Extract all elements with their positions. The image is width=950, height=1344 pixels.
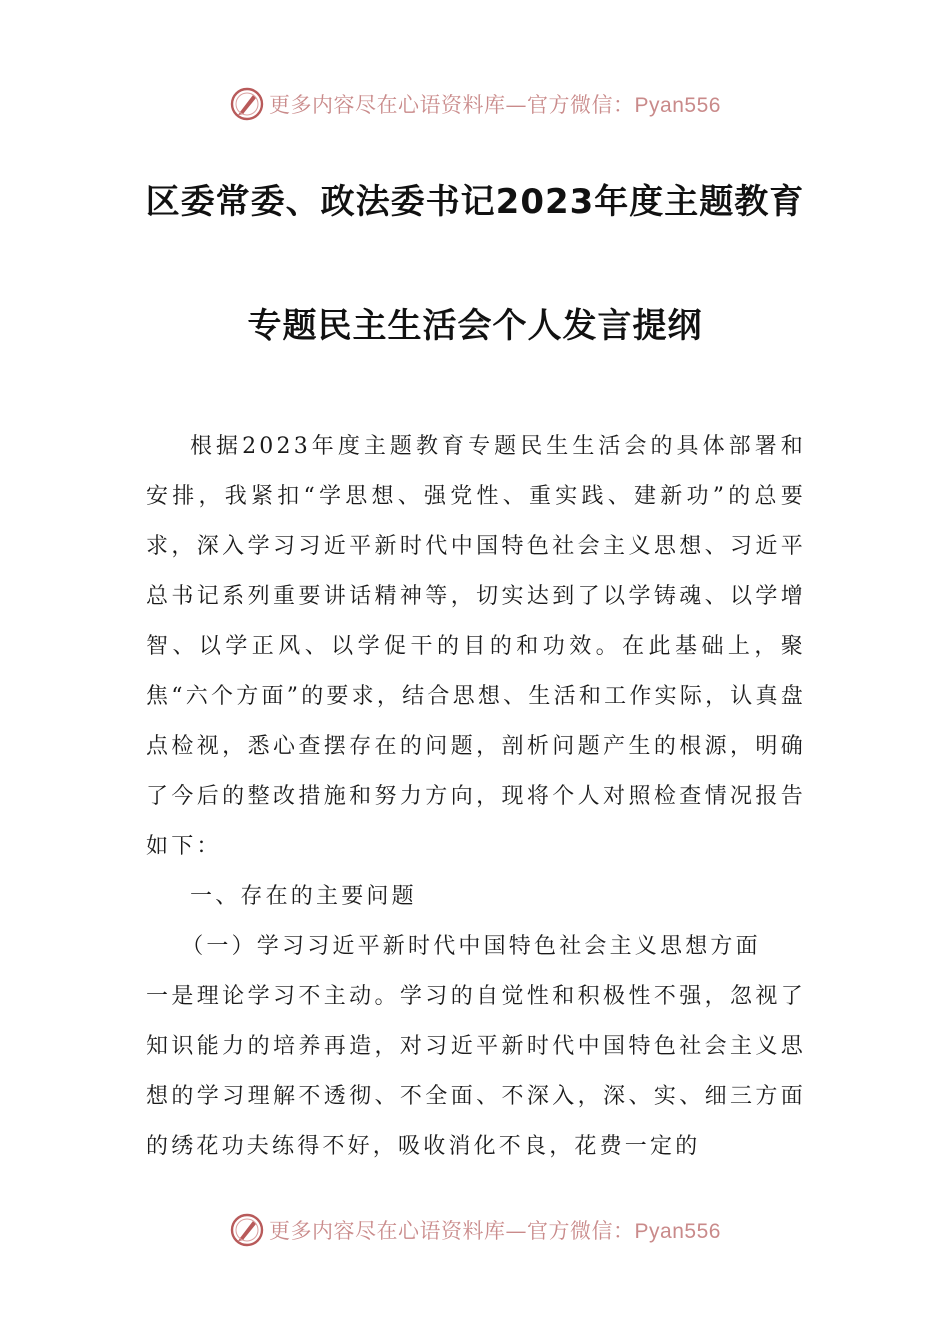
watermark-label: 更多内容尽在心语资料库—官方微信： bbox=[269, 1219, 635, 1243]
footer-watermark-banner bbox=[0, 1210, 950, 1250]
header-watermark-banner bbox=[0, 84, 950, 124]
watermark-text bbox=[269, 1215, 721, 1245]
watermark-wechat-id: Pyan556 bbox=[634, 94, 721, 117]
pen-seal-icon bbox=[229, 86, 265, 122]
document-title-line2: 专题民主生活会个人发言提纲 bbox=[247, 306, 703, 346]
subsection-heading: （一）学习习近平新时代中国特色社会主义思想方面 bbox=[181, 934, 761, 959]
section-heading: 一、存在的主要问题 bbox=[190, 884, 417, 909]
intro-paragraph: 根据2023年度主题教育专题民生生活会的具体部署和安排，我紧扣“学思想、强党性、重实践、建新功”的总要求，深入学习习近平新时代中国特色社会主义思想、习近平总书记系列重要讲话精神等，切实达到了以学铸魂、以学增智、以学正风、以学促干的目的和功效。在此基础上，聚焦“六个方面”的要求，结合思想、生活和工作实际，认真盘点检视，悉心查摆存在的问题，剖析问题产生的根源，明确了今后的整改措施和努力方向，现将个人对照检查情况报告如下： bbox=[146, 434, 806, 859]
watermark-text bbox=[269, 89, 721, 119]
document-title-line1: 区委常委、政法委书记2023年度主题教育 bbox=[145, 182, 805, 222]
body-paragraph: 一是理论学习不主动。学习的自觉性和积极性不强，忽视了知识能力的培养再造，对习近平新时代中国特色社会主义思想的学习理解不透彻、不全面、不深入，深、实、细三方面的绣花功夫练得不好，吸收消化不良，花费一定的 bbox=[146, 984, 806, 1159]
watermark-wechat-id: Pyan556 bbox=[634, 1220, 721, 1243]
watermark-label: 更多内容尽在心语资料库—官方微信： bbox=[269, 93, 635, 117]
document-body bbox=[146, 422, 806, 1172]
pen-seal-icon bbox=[229, 1212, 265, 1248]
